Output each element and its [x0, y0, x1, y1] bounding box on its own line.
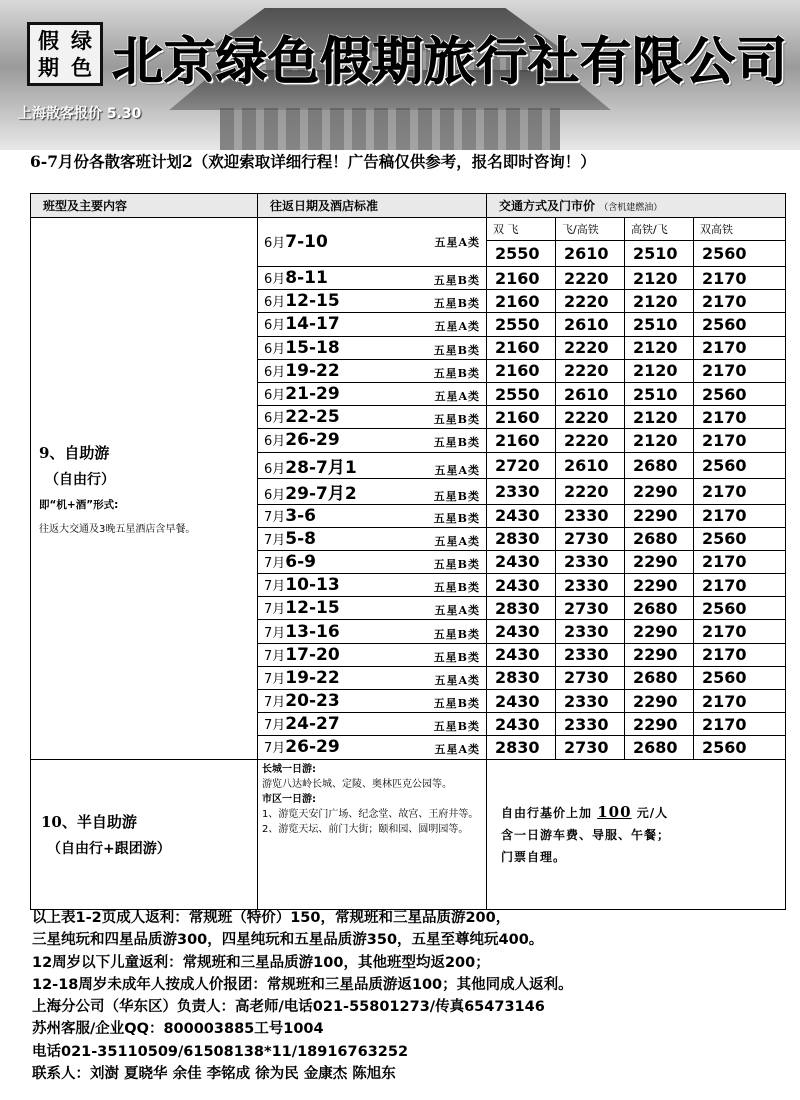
price-cell: 2430 [487, 713, 556, 736]
date-range [264, 737, 340, 757]
price-cell: 2510 [625, 241, 694, 267]
date-days: 15-18 [285, 337, 340, 358]
date-row [264, 714, 480, 734]
company-name: 北京绿色假期旅行社有限公司 [112, 33, 789, 92]
date-range [264, 384, 340, 404]
price-cell: 2290 [625, 504, 694, 527]
date-cell [258, 504, 487, 527]
date-range [264, 668, 340, 688]
footer-line: 苏州客服/企业QQ：800003885工号1004 [32, 1021, 324, 1038]
transport-subheader: 双高铁 [694, 218, 786, 241]
date-cell [258, 643, 487, 666]
price-note-line-2: 含一日游车费、导服、午餐； [501, 827, 671, 842]
date-row [264, 575, 480, 595]
price-cell: 2170 [694, 550, 786, 573]
price-cell: 2330 [556, 574, 625, 597]
date-row [264, 430, 480, 450]
footer-line: 以上表1-2页成人返利：常规班（特价）150，常规班和三星品质游200， [32, 910, 511, 926]
price-cell: 2170 [694, 336, 786, 359]
hotel-class: 五星B类 [433, 413, 480, 427]
price-cell: 2330 [556, 643, 625, 666]
group-10-cell [31, 759, 258, 909]
hotel-class: 五星A类 [434, 236, 480, 249]
date-cell [258, 550, 487, 573]
date-days: 29-7月2 [285, 483, 357, 504]
price-cell: 2170 [694, 290, 786, 313]
footer-notes [32, 907, 573, 1085]
date-cell [258, 382, 487, 405]
price-cell: 2330 [556, 690, 625, 713]
price-cell: 2160 [487, 429, 556, 452]
date-range [264, 529, 316, 549]
date-month: 7月 [264, 648, 286, 664]
col-header-transport: 交通方式及门市价 （含机建燃油） [487, 194, 786, 218]
date-days: 3-6 [285, 505, 316, 526]
hotel-class: 五星A类 [434, 390, 480, 404]
date-cell [258, 597, 487, 620]
col-header-type: 班型及主要内容 [31, 194, 258, 218]
quote-label: 上海散客报价 5.30 [18, 106, 142, 122]
price-cell: 2430 [487, 643, 556, 666]
date-days: 6-9 [285, 551, 316, 572]
transport-subheader: 高铁/飞 [625, 218, 694, 241]
group-9-subtitle: （自由行） [45, 471, 115, 488]
date-month: 6月 [264, 318, 286, 334]
price-cell: 2160 [487, 406, 556, 429]
date-cell [258, 478, 487, 504]
date-range [264, 453, 357, 478]
date-row [264, 645, 480, 665]
price-cell: 2220 [556, 290, 625, 313]
price-cell: 2120 [625, 290, 694, 313]
price-cell: 2120 [625, 267, 694, 290]
date-range [264, 622, 340, 642]
price-cell: 2430 [487, 550, 556, 573]
date-month: 7月 [264, 671, 286, 687]
price-cell: 2170 [694, 429, 786, 452]
price-cell: 2120 [625, 359, 694, 382]
price-cell: 2560 [694, 666, 786, 689]
date-days: 12-15 [285, 598, 340, 619]
price-cell: 2330 [556, 550, 625, 573]
price-cell: 2290 [625, 550, 694, 573]
price-cell: 2680 [625, 666, 694, 689]
date-month: 7月 [264, 532, 286, 548]
hotel-class: 五星B类 [433, 436, 480, 450]
date-row [264, 552, 480, 572]
date-days: 26-29 [285, 430, 340, 451]
price-cell: 2610 [556, 241, 625, 267]
date-month: 7月 [264, 625, 286, 641]
date-row [264, 314, 480, 334]
price-cell: 2830 [487, 666, 556, 689]
date-month: 6月 [264, 236, 286, 251]
date-range [264, 314, 340, 334]
date-cell [258, 452, 487, 478]
price-note-suffix: 元/人 [636, 805, 669, 820]
date-days: 10-13 [285, 575, 340, 596]
date-days: 26-29 [285, 737, 340, 758]
hotel-class: 五星B类 [433, 557, 480, 571]
date-month: 6月 [264, 364, 286, 380]
price-cell: 2160 [487, 336, 556, 359]
transport-subheader: 飞/高铁 [556, 218, 625, 241]
date-row [264, 622, 480, 642]
hotel-class: 五星A类 [434, 743, 480, 757]
price-cell: 2680 [625, 527, 694, 550]
date-range [264, 430, 340, 450]
date-days: 17-20 [285, 644, 340, 665]
date-cell [258, 313, 487, 336]
price-cell: 2830 [487, 527, 556, 550]
price-cell: 2220 [556, 267, 625, 290]
price-cell: 2120 [625, 336, 694, 359]
date-cell [258, 527, 487, 550]
group-9-cell [31, 218, 258, 760]
footer-line: 12-18周岁未成年人按成人价报团：常规班和三星品质游返100；其他同成人返利。 [32, 976, 573, 993]
price-cell: 2560 [694, 736, 786, 759]
date-month: 7月 [264, 579, 286, 595]
price-cell: 2560 [694, 241, 786, 267]
company-logo: 假 绿 期 色 [27, 22, 103, 86]
price-note-line-1 [501, 801, 785, 824]
price-cell: 2290 [625, 713, 694, 736]
price-cell: 2220 [556, 406, 625, 429]
date-month: 7月 [264, 509, 286, 525]
price-cell: 2170 [694, 690, 786, 713]
date-month: 6月 [264, 487, 286, 503]
date-days: 21-29 [285, 384, 340, 405]
date-days: 19-22 [285, 360, 340, 381]
hotel-class: 五星B类 [433, 489, 480, 503]
date-cell [258, 429, 487, 452]
date-row [264, 737, 480, 757]
city-tour-heading: 市区一日游: [262, 793, 316, 805]
date-range [264, 645, 340, 665]
price-cell: 2120 [625, 429, 694, 452]
price-cell: 2170 [694, 643, 786, 666]
price-cell: 2170 [694, 620, 786, 643]
date-days: 12-15 [285, 291, 340, 312]
date-cell [258, 290, 487, 313]
date-month: 7月 [264, 718, 286, 734]
hotel-class: 五星B类 [433, 297, 480, 311]
greatwall-tour-text: 游览八达岭长城、定陵、奥林匹克公园等。 [262, 778, 452, 790]
price-cell: 2730 [556, 736, 625, 759]
city-tour-text-2: 2、游览天坛、前门大街；颐和园、圆明园等。 [262, 823, 469, 835]
date-row [264, 479, 480, 504]
date-range [264, 268, 328, 288]
hotel-class: 五星A类 [434, 673, 480, 687]
date-cell [258, 574, 487, 597]
date-days: 28-7月1 [285, 457, 357, 478]
price-cell: 2170 [694, 504, 786, 527]
price-cell: 2170 [694, 574, 786, 597]
date-cell [258, 690, 487, 713]
hotel-class: 五星A类 [434, 604, 480, 618]
price-cell: 2510 [625, 382, 694, 405]
price-cell: 2830 [487, 736, 556, 759]
date-days: 14-17 [285, 314, 340, 335]
price-cell: 2550 [487, 241, 556, 267]
date-row [264, 361, 480, 381]
hotel-class: 五星B类 [433, 697, 480, 711]
price-note-prefix: 自由行基价上加 [501, 805, 593, 820]
price-cell: 2170 [694, 713, 786, 736]
date-range [264, 506, 316, 526]
footer-line: 12周岁以下儿童返利：常规班和三星品质游100，其他班型均返200； [32, 954, 490, 971]
price-cell: 2160 [487, 359, 556, 382]
price-table [30, 193, 786, 910]
date-range [264, 598, 340, 618]
date-month: 7月 [264, 741, 286, 757]
price-cell: 2560 [694, 313, 786, 336]
price-cell: 2220 [556, 336, 625, 359]
hotel-class: 五星B类 [433, 650, 480, 664]
date-range [264, 338, 340, 358]
price-cell: 2160 [487, 267, 556, 290]
date-days: 24-27 [285, 714, 340, 735]
date-cell [258, 359, 487, 382]
hotel-class: 五星A类 [434, 534, 480, 548]
price-cell: 2170 [694, 406, 786, 429]
date-range [264, 714, 340, 734]
price-cell: 2510 [625, 313, 694, 336]
gate-tower-wall-image [220, 108, 560, 150]
group-10-description [258, 759, 487, 909]
price-note-amount: 100 [597, 802, 632, 821]
date-days: 8-11 [285, 268, 328, 289]
footer-line: 联系人：刘澍 夏晓华 余佳 李铭成 徐为民 金康杰 陈旭东 [32, 1066, 396, 1083]
price-cell: 2170 [694, 359, 786, 382]
greatwall-tour-heading: 长城一日游: [262, 763, 316, 775]
price-cell: 2220 [556, 429, 625, 452]
price-cell: 2430 [487, 690, 556, 713]
price-cell: 2560 [694, 452, 786, 478]
group-9-note: 即“机+酒”形式: [39, 498, 119, 511]
date-row [264, 668, 480, 688]
date-row [264, 506, 480, 526]
price-cell: 2560 [694, 382, 786, 405]
group-10-title: 10、半自助游 [41, 812, 137, 831]
date-month: 6月 [264, 388, 286, 404]
footer-line: 上海分公司（华东区）负责人：高老师/电话021-55801273/传真65473146 [32, 999, 545, 1016]
price-cell: 2720 [487, 452, 556, 478]
date-range [264, 291, 340, 311]
date-range [264, 479, 357, 504]
date-range [264, 407, 340, 427]
date-month: 6月 [264, 295, 286, 311]
date-month: 7月 [264, 555, 286, 571]
price-cell: 2290 [625, 620, 694, 643]
price-cell: 2430 [487, 574, 556, 597]
date-days: 7-10 [285, 232, 328, 252]
price-cell: 2290 [625, 478, 694, 504]
hotel-class: 五星B类 [433, 581, 480, 595]
price-cell: 2290 [625, 574, 694, 597]
date-row [264, 384, 480, 404]
date-month: 6月 [264, 461, 286, 477]
price-cell: 2560 [694, 597, 786, 620]
price-cell: 2550 [487, 382, 556, 405]
price-cell: 2170 [694, 478, 786, 504]
price-cell: 2680 [625, 452, 694, 478]
footer-line: 电话021-35110509/61508138*11/18916763252 [32, 1043, 409, 1060]
footer-line: 三星纯玩和四星品质游300，四星纯玩和五星品质游350，五星至尊纯玩400。 [32, 932, 544, 949]
hotel-class: 五星B类 [433, 274, 480, 288]
date-days: 13-16 [285, 621, 340, 642]
date-cell [258, 336, 487, 359]
header-banner [0, 0, 800, 150]
group-10-subtitle: （自由行+跟团游） [47, 840, 171, 857]
price-cell: 2430 [487, 504, 556, 527]
hotel-class: 五星B类 [433, 343, 480, 357]
price-cell: 2330 [487, 478, 556, 504]
price-note-line-3: 门票自理。 [501, 849, 567, 864]
plan-title: 6-7月份各散客班计划2（欢迎索取详细行程！广告稿仅供参考，报名即时咨询！） [30, 152, 596, 171]
price-cell: 2730 [556, 666, 625, 689]
date-row [264, 218, 480, 266]
price-cell: 2680 [625, 597, 694, 620]
transport-note: （含机建燃油） [599, 203, 663, 213]
date-month: 6月 [264, 434, 286, 450]
date-days: 20-23 [285, 691, 340, 712]
date-days: 19-22 [285, 667, 340, 688]
price-cell: 2730 [556, 527, 625, 550]
price-cell: 2830 [487, 597, 556, 620]
date-row [264, 268, 480, 288]
date-range [264, 575, 340, 595]
date-cell [258, 267, 487, 290]
date-cell [258, 620, 487, 643]
price-cell: 2330 [556, 620, 625, 643]
date-row [264, 291, 480, 311]
date-cell [258, 218, 487, 267]
date-range [264, 691, 340, 711]
date-range [264, 361, 340, 381]
price-cell: 2610 [556, 382, 625, 405]
price-cell: 2290 [625, 643, 694, 666]
hotel-class: 五星A类 [434, 463, 480, 477]
price-cell: 2550 [487, 313, 556, 336]
date-days: 5-8 [285, 528, 316, 549]
price-cell: 2120 [625, 406, 694, 429]
col-header-dates: 往返日期及酒店标准 [258, 194, 487, 218]
date-days: 22-25 [285, 407, 340, 428]
hotel-class: 五星B类 [433, 511, 480, 525]
price-cell: 2170 [694, 267, 786, 290]
date-month: 7月 [264, 602, 286, 618]
group-9-detail: 往返大交通及3晚五星酒店含早餐。 [39, 523, 196, 535]
date-range [264, 552, 316, 572]
hotel-class: 五星A类 [434, 320, 480, 334]
date-row [264, 529, 480, 549]
price-cell: 2610 [556, 313, 625, 336]
price-cell: 2560 [694, 527, 786, 550]
hotel-class: 五星B类 [433, 627, 480, 641]
date-cell [258, 406, 487, 429]
date-cell [258, 713, 487, 736]
hotel-class: 五星B类 [433, 366, 480, 380]
city-tour-text-1: 1、游览天安门广场、纪念堂、故宫、王府井等。 [262, 808, 479, 820]
date-row [264, 338, 480, 358]
price-cell: 2220 [556, 478, 625, 504]
date-row [264, 453, 480, 478]
price-cell: 2430 [487, 620, 556, 643]
price-cell: 2220 [556, 359, 625, 382]
price-cell: 2330 [556, 504, 625, 527]
price-cell: 2160 [487, 290, 556, 313]
date-range [264, 232, 328, 252]
hotel-class: 五星B类 [433, 720, 480, 734]
date-month: 6月 [264, 272, 286, 288]
price-cell: 2680 [625, 736, 694, 759]
price-cell: 2610 [556, 452, 625, 478]
date-month: 6月 [264, 341, 286, 357]
date-month: 6月 [264, 411, 286, 427]
date-cell [258, 736, 487, 759]
price-cell: 2330 [556, 713, 625, 736]
transport-subheader: 双 飞 [487, 218, 556, 241]
price-cell: 2730 [556, 597, 625, 620]
date-row [264, 598, 480, 618]
date-cell [258, 666, 487, 689]
group-10-price-note [487, 759, 786, 909]
date-row [264, 691, 480, 711]
price-cell: 2290 [625, 690, 694, 713]
date-month: 7月 [264, 695, 286, 711]
date-row [264, 407, 480, 427]
group-9-title: 9、自助游 [39, 443, 110, 462]
